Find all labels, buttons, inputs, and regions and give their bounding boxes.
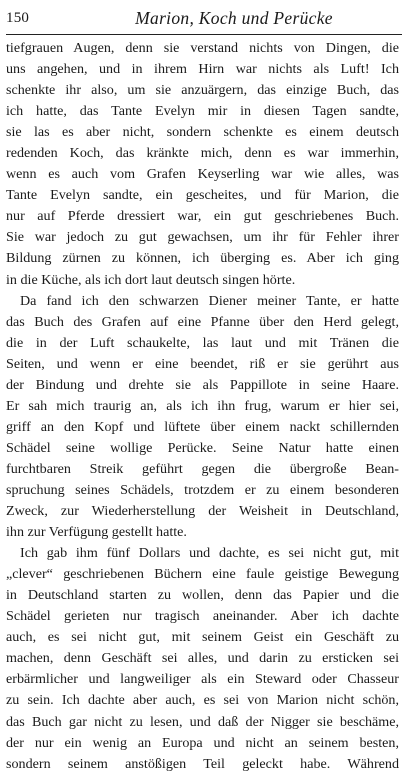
running-head [6,8,402,35]
text-line: in Deutschland starten zu wollen, denn das Papier und die [6,587,399,604]
text-line: schenkte ihr also, um sie anzuärgern, das einzige Buch, das [6,82,399,99]
text-line: auch, es sei nicht gut, mit seinem Geist ein Geschäft zu [6,629,399,646]
text-line: wenn es auch vom Grafen Keyserling war wie alles, was [6,166,399,183]
paragraph [6,38,399,291]
text-line: machen, denn Geschäft sei alles, und darin zu ersticken sei [6,650,399,667]
text-line: die in der Luft schaukelte, las laut und mit Tränen die [6,334,399,351]
text-line: Ich gab ihm fünf Dollars und dachte, es sei nicht gut, mit [20,545,399,562]
text-line: sie las es aber nicht, sondern schenkte es einem deutsch [6,124,399,141]
text-line: erbärmlicher und langweiliger als ein Steward oder Chasseur [6,671,399,688]
text-line: spruchung seines Schädels, trotzdem er zu einem besonderen [6,481,399,498]
paragraph [6,291,399,544]
text-line: „clever“ geschriebenen Büchern eine faule geistige Bewegung [6,566,399,583]
text-line: der nur ein wenig an Europa und nicht an seinem besten, [6,734,399,751]
text-line: Schädel gerieten nur tragisch aneinander. Aber ich dachte [6,608,399,625]
text-line: ich hatte, das Tante Evelyn mir in diesen Tagen sandte, [6,103,399,120]
text-line: sondern seinem anstößigen Teil geleckt habe. Während [6,755,399,772]
text-line: ihn zur Verfügung gestellt hatte. [6,524,187,541]
text-line: Zweck, zur Wiederherstellung der Weisheit in Deutschland, [6,503,399,520]
text-line: Da fand ich den schwarzen Diener meiner Tante, er hatte [20,292,399,309]
text-line: tiefgrauen Augen, denn sie verstand nichts von Dingen, die [6,40,399,56]
text-line: Bildung zürnen zu können, ich überging es. Aber ich ging [6,250,399,267]
text-line: furchtbaren Streik geführt gegen die übergroße Bean- [6,460,399,477]
text-line: uns angehen, und in ihrem Hirn war nichts als Luft! Ich [6,61,399,78]
text-line: redenden Koch, das kränkte mich, denn es war immerhin, [6,145,399,162]
text-line: in die Küche, als ich dort laut deutsch singen hörte. [6,271,296,288]
text-line: nur auf Pferde dressiert war, ein gut geschriebenes Buch. [6,208,399,225]
text-line: zu sein. Ich dachte aber auch, es sei von Marion nicht schön, [6,692,399,709]
text-line: Schädel seine wollige Perücke. Seine Natur hatte einen [6,439,399,456]
page-number: 150 [6,10,30,26]
text-line: das Buch gar nicht zu lesen, und daß der Nigger sie beschäme, [6,713,399,730]
text-line: Er sah mich traurig an, als ich ihn frug, warum er hier sei, [6,397,399,414]
text-line: Tante Evelyn sandte, ein gescheites, und für Marion, die [6,187,399,204]
text-line: der Bindung und drehte sie als Pappillote in seine Haare. [6,376,399,393]
body-text [6,38,399,775]
text-line: griff an den Kopf und lüftete über einem nackt schillernden [6,418,399,435]
text-line: Sie war jedoch zu gut gewachsen, um ihr für Fehler ihrer [6,229,399,246]
text-line: Seiten, und wenn er eine beendet, riß er sie gerührt aus [6,355,399,372]
running-title: Marion, Koch und Perücke [135,8,333,28]
text-line: das Buch des Grafen auf eine Pfanne über den Herd gelegt, [6,313,399,330]
